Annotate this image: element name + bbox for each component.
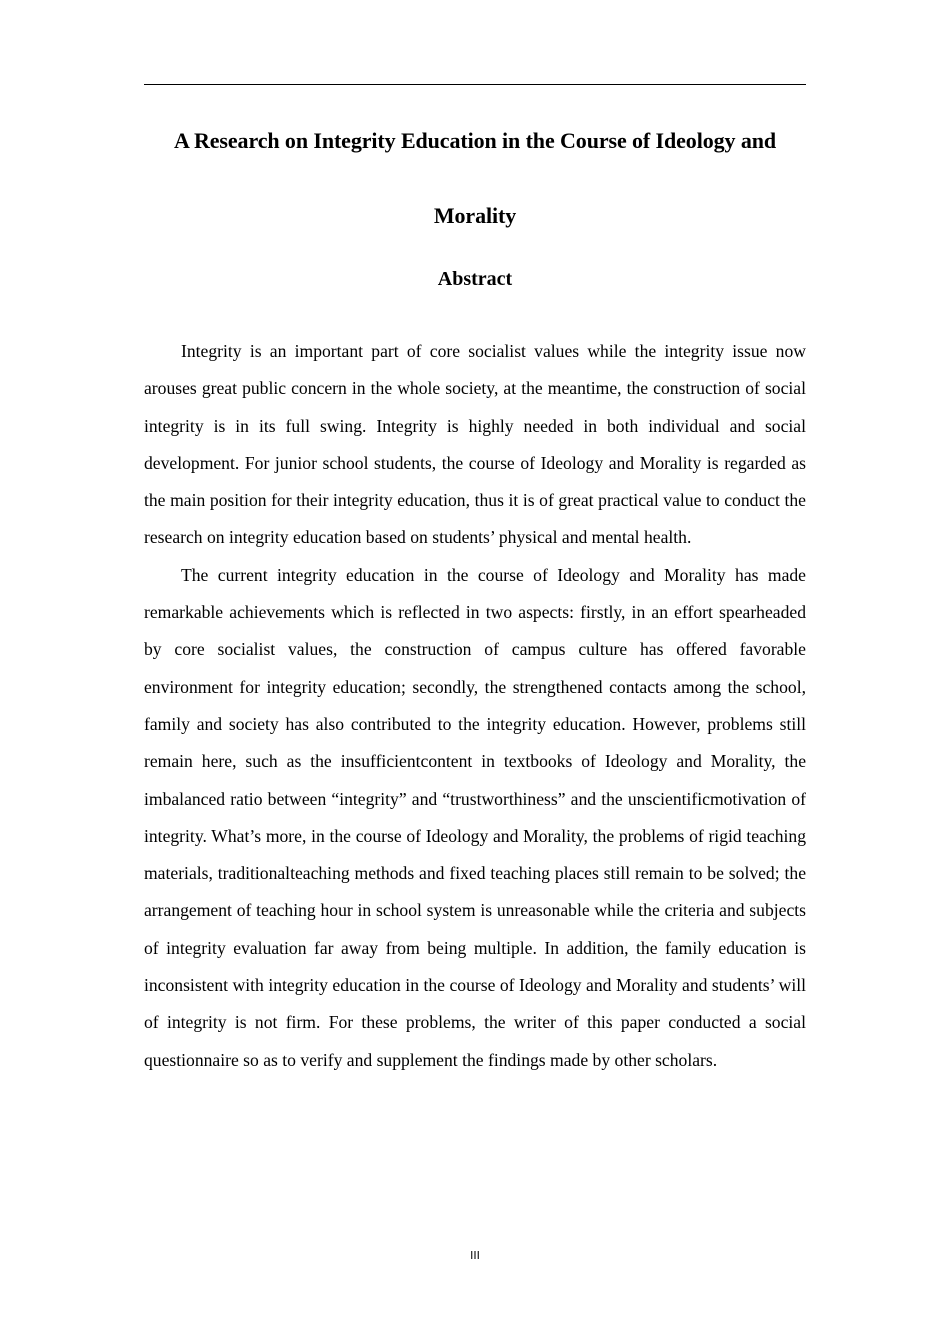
abstract-body (144, 333, 806, 1079)
abstract-heading: Abstract (437, 268, 513, 290)
paper-title: A Research on Integrity Education in the Course of Ideology and Morality (174, 128, 776, 228)
abstract-paragraph-1: Integrity is an important part of core socialist values while the integrity issue now arouses great public concern in the whole society, at the meantime, the construction of social integrity is in its full swing. Integrity is highly needed in both individual and social development. For junior school students, the course of Ideology and Morality is regarded as the main position for their integrity education, thus it is of great practical value to conduct the research on integrity education based on students’ physical and mental health. (144, 341, 806, 548)
header-rule (144, 84, 806, 85)
abstract-paragraph-2: The current integrity education in the course of Ideology and Morality has made remarkable achievements which is reflected in two aspects: firstly, in an effort spearheaded by core socialist values, the construction of campus culture has offered favorable environment for integrity education; secondly, the strengthened contacts among the school, family and society has also contributed to the integrity education. However, problems still remain here, such as the insufficientcontent in textbooks of Ideology and Morality, the imbalanced ratio between “integrity” and “trustworthiness” and the unscientificmotivation of integrity. What’s more, in the course of Ideology and Morality, the problems of rigid teaching materials, traditionalteaching methods and fixed teaching places still remain to be solved; the arrangement of teaching hour in school system is unreasonable while the criteria and subjects of integrity evaluation far away from being multiple. In addition, the family education is inconsistent with integrity education in the course of Ideology and Morality and students’ will of integrity is not firm. For these problems, the writer of this paper conducted a social questionnaire so as to verify and supplement the findings made by other scholars. (144, 564, 806, 1070)
page-number: III (470, 1249, 480, 1262)
document-page (144, 0, 806, 1344)
